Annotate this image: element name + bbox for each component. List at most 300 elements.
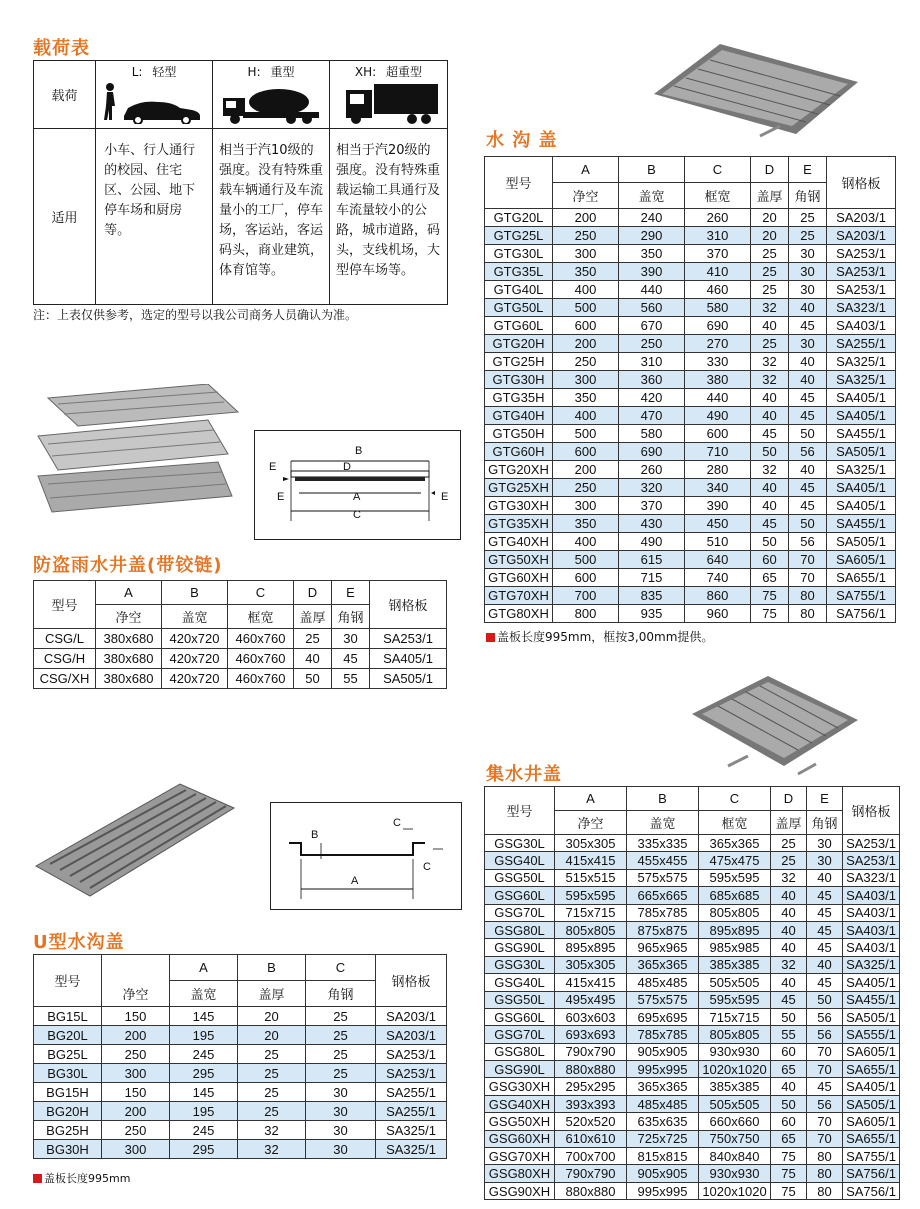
cell-model: GSG60L [485,887,555,904]
table-cell: 350 [553,515,619,533]
table-cell: 995x995 [627,1182,699,1199]
table-cell: 20 [751,227,789,245]
table-row [485,353,896,371]
gutter-spec-table [484,156,896,623]
table-cell: SA555/1 [843,1026,900,1043]
table-cell: 615 [619,551,685,569]
table-cell: 200 [102,1102,170,1121]
col-frame-width: 框宽 [685,183,751,209]
col-angle: 角钢 [332,605,370,629]
dim-label-d: D [343,461,351,473]
table-cell: 40 [771,921,807,938]
table-row [485,869,900,886]
table-cell: 45 [807,974,843,991]
load-type-light [96,61,213,129]
col-net: 净空 [555,811,627,835]
cell-model: GTG50L [485,299,553,317]
table-cell: 65 [771,1061,807,1078]
table-cell: 490 [619,533,685,551]
table-cell: 740 [685,569,751,587]
ucover-note [33,1170,130,1186]
dim-label-e-top: E [269,461,277,473]
cell-model: GSG30L [485,956,555,973]
u-section-drawing [271,803,461,909]
table-cell: 40 [771,904,807,921]
pit-table-title: 集水井盖 [486,764,562,785]
cell-model: GSG30L [485,835,555,852]
use-desc-extra-heavy [330,129,448,305]
table-cell: 30 [807,852,843,869]
table-cell: 450 [685,515,751,533]
col-grating: 钢格板 [376,955,447,1007]
cell-model: BG20L [34,1026,102,1045]
table-cell: 20 [238,1007,306,1026]
table-cell: 600 [553,317,619,335]
table-cell: 40 [807,956,843,973]
table-cell: 690 [619,443,685,461]
table-cell: 25 [306,1026,376,1045]
cell-model: BG15L [34,1007,102,1026]
table-cell: 250 [553,479,619,497]
table-cell: 30 [789,245,827,263]
table-cell: 32 [751,353,789,371]
table-row [485,245,896,263]
table-cell: 56 [807,1008,843,1025]
table-cell: 415x415 [555,974,627,991]
table-cell: 575x575 [627,991,699,1008]
table-cell: 290 [619,227,685,245]
table-cell: 200 [553,461,619,479]
cell-model: GTG40XH [485,533,553,551]
table-row [485,939,900,956]
table-cell: SA403/1 [843,921,900,938]
table-cell: 195 [170,1026,238,1045]
table-cell: SA455/1 [843,991,900,1008]
table-row [34,1121,447,1140]
table-cell: 610x610 [555,1130,627,1147]
use-desc-text: 相当于汽10级的强度。没有特殊重载车辆通行及车流量小的工厂，停车场，客运站，客运码头，商业建筑，体育馆等。 [219,143,324,278]
table-cell: 80 [807,1165,843,1182]
table-cell: 685x685 [699,887,771,904]
cell-model: GSG50XH [485,1113,555,1130]
gutter-note-text: 盖板长度995mm，框按3,00mm提供。 [497,630,714,644]
cell-model: GTG60XH [485,569,553,587]
pit-spec-table [484,786,900,1200]
table-cell: 385x385 [699,1078,771,1095]
table-cell: SA253/1 [370,629,447,649]
col-model: 型号 [34,955,102,1007]
table-cell: SA755/1 [843,1148,900,1165]
col-cover-width: 盖宽 [627,811,699,835]
table-cell: 25 [238,1064,306,1083]
table-cell: SA253/1 [827,245,896,263]
cell-model: GSG90L [485,1061,555,1078]
col-c: C [685,157,751,183]
col-cover-width: 盖宽 [170,981,238,1007]
table-cell: 380 [685,371,751,389]
use-desc-text: 相当于汽20级的强度。没有特殊重载运输工具通行及车流量较小的公路，城市道路，码头，支线机场，大型停车场等。 [336,143,441,278]
table-cell: SA325/1 [827,371,896,389]
table-row [485,605,896,623]
cell-model: GSG90L [485,939,555,956]
table-cell: SA253/1 [827,281,896,299]
table-cell: SA203/1 [376,1026,447,1045]
table-cell: 40 [789,461,827,479]
table-cell: 750x750 [699,1130,771,1147]
cell-model: CSG/H [34,649,96,669]
table-cell: 25 [789,227,827,245]
table-cell: 560 [619,299,685,317]
table-cell: SA505/1 [843,1008,900,1025]
table-cell: 45 [789,497,827,515]
load-type-heavy [213,61,330,129]
table-row [34,669,447,689]
table-cell: 595x595 [699,869,771,886]
col-d: D [771,787,807,811]
table-row [485,497,896,515]
table-cell: 25 [771,852,807,869]
table-cell: 960 [685,605,751,623]
table-row [485,587,896,605]
table-row [485,921,900,938]
table-cell: SA505/1 [827,533,896,551]
table-cell: SA203/1 [827,227,896,245]
table-cell: 50 [771,1008,807,1025]
table-cell: 250 [553,227,619,245]
cell-model: BG15H [34,1083,102,1102]
table-row [485,371,896,389]
u-dim-label-c-top: C [393,817,401,829]
table-cell: 640 [685,551,751,569]
col-net: 净空 [102,981,170,1007]
table-cell: 835 [619,587,685,605]
cell-model: GTG30XH [485,497,553,515]
table-cell: 310 [619,353,685,371]
col-grating: 钢格板 [843,787,900,835]
cell-model: GTG30H [485,371,553,389]
cell-model: GTG20H [485,335,553,353]
table-cell: 880x880 [555,1061,627,1078]
dim-label-c: C [353,509,361,521]
cell-model: GTG60H [485,443,553,461]
table-cell: 30 [306,1083,376,1102]
table-cell: 50 [807,991,843,1008]
cell-model: GSG30XH [485,1078,555,1095]
table-cell: 45 [807,921,843,938]
col-angle: 角钢 [306,981,376,1007]
table-cell: 785x785 [627,1026,699,1043]
ucover-table-title: U型水沟盖 [33,932,125,953]
cell-model: CSG/L [34,629,96,649]
table-cell: 240 [619,209,685,227]
table-cell: 50 [751,443,789,461]
table-cell: 603x603 [555,1008,627,1025]
table-row [485,1165,900,1182]
table-cell: 40 [771,939,807,956]
table-cell: 40 [751,389,789,407]
theft-table-title: 防盗雨水井盖(带铰链) [33,555,223,576]
table-row [34,1083,447,1102]
cell-model: GSG40L [485,974,555,991]
table-cell: 300 [553,497,619,515]
table-cell: SA405/1 [827,407,896,425]
col-a: A [96,581,162,605]
table-cell: 510 [685,533,751,551]
table-cell: 45 [771,991,807,1008]
table-cell: 460x760 [228,669,294,689]
table-cell: 45 [789,389,827,407]
table-cell: 60 [771,1113,807,1130]
table-cell: 50 [789,515,827,533]
table-cell: 75 [751,587,789,605]
table-cell: SA325/1 [827,461,896,479]
table-cell: 600 [553,443,619,461]
col-b: B [162,581,228,605]
col-c: C [228,581,294,605]
table-row [485,1095,900,1112]
cell-model: GTG30L [485,245,553,263]
table-cell: 485x485 [627,974,699,991]
table-cell: 930x930 [699,1165,771,1182]
gutter-table-title: 水 沟 盖 [486,130,558,151]
cell-model: GTG60L [485,317,553,335]
table-cell: 905x905 [627,1165,699,1182]
table-cell: 500 [553,299,619,317]
table-cell: 300 [553,371,619,389]
table-cell: 40 [751,497,789,515]
table-row [34,629,447,649]
use-desc-heavy [213,129,330,305]
semi-truck-icon [330,80,445,124]
load-table-note: 注：上表仅供参考，选定的型号以我公司商务人员确认为准。 [33,308,358,322]
table-cell: SA325/1 [376,1121,447,1140]
car-pedestrian-icon [96,80,211,124]
table-row [485,956,900,973]
table-cell: SA253/1 [843,852,900,869]
cell-model: GSG70L [485,904,555,921]
table-cell: 360 [619,371,685,389]
table-cell: 690 [685,317,751,335]
table-cell: 25 [751,245,789,263]
table-cell: 260 [619,461,685,479]
table-cell: 200 [102,1026,170,1045]
table-row [485,317,896,335]
table-cell: 200 [553,209,619,227]
table-cell: 390 [619,263,685,281]
table-cell: 60 [751,551,789,569]
table-row [485,515,896,533]
table-cell: 470 [619,407,685,425]
col-a: A [170,955,238,981]
table-cell: 300 [102,1064,170,1083]
cell-model: GSG60XH [485,1130,555,1147]
table-cell: SA655/1 [843,1061,900,1078]
table-cell: 875x875 [627,921,699,938]
table-cell: 60 [771,1043,807,1060]
table-cell: 700x700 [555,1148,627,1165]
table-row [34,1102,447,1121]
u-section-diagram [270,802,462,910]
table-cell: 25 [771,835,807,852]
cell-model: GSG40L [485,852,555,869]
table-cell: SA403/1 [843,904,900,921]
col-e: E [332,581,370,605]
table-cell: 70 [807,1113,843,1130]
table-cell: 805x805 [699,904,771,921]
table-cell: 460x760 [228,629,294,649]
table-row [485,1130,900,1147]
table-row [485,1078,900,1095]
table-cell: 1020x1020 [699,1182,771,1199]
table-cell: SA403/1 [827,317,896,335]
load-row-header [34,61,96,129]
table-cell: 385x385 [699,956,771,973]
table-cell: 580 [685,299,751,317]
table-cell: 350 [553,263,619,281]
table-cell: 80 [807,1148,843,1165]
table-row [485,479,896,497]
table-cell: 145 [170,1083,238,1102]
col-angle: 角钢 [789,183,827,209]
cell-model: GSG60L [485,1008,555,1025]
table-cell: 56 [789,533,827,551]
table-cell: SA405/1 [827,389,896,407]
col-model: 型号 [34,581,96,629]
table-cell: 32 [771,869,807,886]
table-cell: SA255/1 [827,335,896,353]
table-cell: 40 [751,317,789,335]
table-cell: 365x365 [627,1078,699,1095]
table-cell: 75 [771,1182,807,1199]
table-cell: SA405/1 [827,479,896,497]
table-cell: 600 [685,425,751,443]
table-cell: 895x895 [699,921,771,938]
table-cell: 725x725 [627,1130,699,1147]
col-c: C [699,787,771,811]
table-cell: 880x880 [555,1182,627,1199]
cell-model: GSG50L [485,869,555,886]
table-row [34,1140,447,1159]
table-cell: 40 [294,649,332,669]
table-cell: 150 [102,1007,170,1026]
col-a: A [555,787,627,811]
table-cell: SA455/1 [827,425,896,443]
table-cell: 600 [553,569,619,587]
col-c: C [306,955,376,981]
table-cell: 45 [807,887,843,904]
cell-model: BG30H [34,1140,102,1159]
table-cell: 40 [751,407,789,425]
table-cell: SA255/1 [376,1102,447,1121]
load-table-title: 载荷表 [33,38,90,59]
table-cell: 45 [789,479,827,497]
table-cell: 245 [170,1121,238,1140]
table-cell: 460 [685,281,751,299]
table-cell: SA505/1 [827,443,896,461]
table-row [485,209,896,227]
table-cell: 370 [619,497,685,515]
table-cell: SA405/1 [843,1078,900,1095]
table-row [485,1008,900,1025]
use-row-header-label: 适用 [51,211,78,226]
table-cell: 45 [751,425,789,443]
col-e: E [807,787,843,811]
table-cell: 485x485 [627,1095,699,1112]
table-cell: SA403/1 [843,939,900,956]
dim-label-e-left: E [277,491,285,503]
table-cell: 45 [332,649,370,669]
table-cell: 380x680 [96,629,162,649]
table-cell: 305x305 [555,956,627,973]
table-cell: 365x365 [699,835,771,852]
cover-section-diagram [254,430,461,540]
table-cell: 495x495 [555,991,627,1008]
col-angle: 角钢 [807,811,843,835]
table-cell: 350 [553,389,619,407]
table-cell: 515x515 [555,869,627,886]
table-cell: 895x895 [555,939,627,956]
type-code: XH: [354,65,377,79]
table-cell: 965x965 [627,939,699,956]
cell-model: GTG50H [485,425,553,443]
table-cell: 80 [789,587,827,605]
table-cell: 840x840 [699,1148,771,1165]
table-row [485,335,896,353]
cell-model: GSG90XH [485,1182,555,1199]
gutter-note [486,628,713,645]
table-cell: 995x995 [627,1061,699,1078]
table-cell: 65 [751,569,789,587]
table-cell: 25 [238,1045,306,1064]
table-cell: SA605/1 [843,1043,900,1060]
table-cell: 305x305 [555,835,627,852]
table-cell: 260 [685,209,751,227]
cell-model: GTG25XH [485,479,553,497]
table-row [485,461,896,479]
table-cell: 40 [751,479,789,497]
col-model: 型号 [485,787,555,835]
col-cover-width: 盖宽 [619,183,685,209]
u-dim-label-c-right: C [423,861,431,873]
type-name: 轻型 [152,65,177,79]
table-cell: 70 [789,551,827,569]
table-cell: 295x295 [555,1078,627,1095]
table-cell: 500 [553,551,619,569]
table-cell: 45 [751,515,789,533]
table-cell: 415x415 [555,852,627,869]
pit-cover-photo [688,670,860,780]
table-cell: 75 [751,605,789,623]
table-cell: 665x665 [627,887,699,904]
use-row-header [34,129,96,305]
table-cell: 20 [238,1026,306,1045]
load-table [33,60,448,305]
table-cell: 45 [789,317,827,335]
table-cell: 25 [238,1083,306,1102]
table-cell: 805x805 [555,921,627,938]
dim-label-a: A [353,491,361,503]
col-grating: 钢格板 [827,157,896,209]
table-cell: 335x335 [627,835,699,852]
col-cover-thickness: 盖厚 [294,605,332,629]
table-cell: 380x680 [96,649,162,669]
cell-model: GTG35XH [485,515,553,533]
table-cell: 500 [553,425,619,443]
table-cell: SA253/1 [827,263,896,281]
table-row [485,1182,900,1199]
cell-model: GTG35H [485,389,553,407]
table-cell: 75 [771,1148,807,1165]
